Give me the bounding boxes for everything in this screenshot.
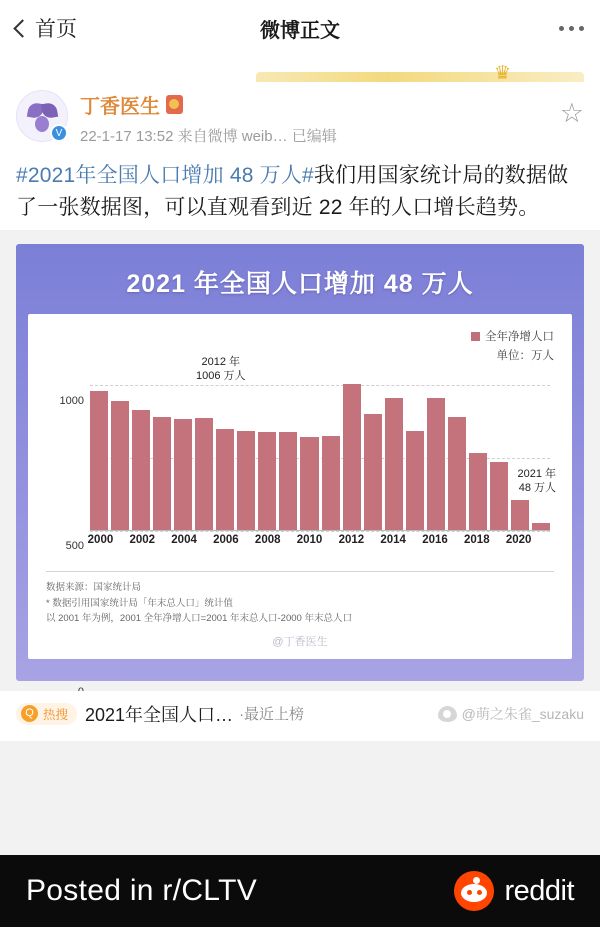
bar [195, 418, 213, 530]
legend-series-label: 全年净增人口 [485, 330, 554, 343]
back-button[interactable] [16, 13, 77, 43]
annotation-2021-line2: 48 万人 [518, 482, 556, 495]
x-axis [87, 533, 550, 556]
bar-series [90, 371, 550, 530]
bar [153, 417, 171, 530]
post-container [0, 56, 600, 230]
verified-badge-icon: V [50, 124, 68, 142]
bar [322, 436, 340, 530]
bar [174, 419, 192, 530]
avatar-leaf [35, 116, 49, 132]
spacer [0, 741, 600, 813]
hot-search-text[interactable]: 2021年全国人口… [85, 704, 234, 725]
y-axis-tick: 1000 [59, 394, 84, 407]
weibo-eye-icon [438, 706, 457, 722]
bar [448, 417, 466, 530]
star-icon[interactable]: ☆ [559, 98, 584, 128]
x-axis-tick: 2020 [505, 533, 532, 546]
back-label: 首页 [35, 18, 77, 41]
bar [216, 429, 234, 530]
hot-search-sub: ·最近上榜 [239, 706, 305, 724]
dot [569, 26, 574, 31]
hot-search-row[interactable] [0, 691, 600, 741]
x-axis-tick: 2004 [171, 533, 197, 546]
bar [343, 384, 361, 530]
x-axis-tick: 2000 [87, 533, 114, 546]
bar [469, 453, 487, 530]
bar [364, 414, 382, 530]
chart-image-card[interactable] [16, 244, 584, 681]
x-axis-tick: 2016 [422, 533, 448, 546]
hot-search-tag[interactable] [16, 703, 77, 725]
bar [427, 398, 445, 530]
medal-icon [166, 95, 183, 114]
chart-title: 2021 年全国人口增加 48 万人 [126, 269, 474, 298]
more-dots-icon[interactable] [559, 26, 584, 31]
annotation-2012-line2: 1006 万人 [196, 370, 246, 383]
gold-banner [256, 72, 584, 82]
reddit-wordmark: reddit [504, 874, 574, 907]
flame-icon: Q [21, 705, 38, 722]
bar [511, 500, 529, 530]
topic-link[interactable]: #2021年全国人口增加 48 万人# [16, 164, 314, 187]
bar [490, 462, 508, 530]
x-axis-tick: 2014 [380, 533, 406, 546]
page-title: 微博正文 [260, 19, 340, 42]
x-axis-tick: 2008 [254, 533, 281, 546]
user-watermark [438, 704, 584, 724]
x-axis-tick: 2006 [213, 533, 239, 546]
reddit-banner [0, 855, 600, 927]
annotation-2012-line1: 2012 年 [201, 355, 241, 368]
x-axis-tick: 2002 [129, 533, 156, 546]
dot [559, 26, 564, 31]
footnote: 数据来源：国家统计局 [46, 581, 142, 593]
footnote: 以 2001 年为例，2001 全年净增人口=2001 年末总人口-2000 年末总人口 [46, 613, 352, 625]
chart-footnotes [46, 571, 554, 627]
chart-legend [46, 328, 554, 367]
footnote: * 数据引用国家统计局「年末总人口」统计值 [46, 597, 233, 609]
author-meta [80, 90, 560, 146]
y-axis-tick: 500 [65, 540, 84, 553]
x-axis-tick: 2012 [338, 533, 365, 546]
post-body-text: 我们用国家统计局的数据做了一张数据图，可以直观看到近 22 年的人口增长趋势。 [16, 164, 569, 219]
legend-unit-label: 单位：万人 [496, 350, 554, 363]
bar [532, 523, 550, 530]
chart-watermark: @丁香医生 [272, 635, 328, 648]
annotation-2021-line1: 2021 年 [517, 467, 556, 480]
bar [90, 391, 108, 530]
chart-plot-area [28, 314, 572, 659]
gridline [90, 531, 550, 532]
bar [111, 401, 129, 530]
post-body [16, 160, 584, 224]
hot-search-tag-label: 热搜 [43, 707, 69, 722]
bar [132, 410, 150, 530]
author-name[interactable]: 丁香医生 [80, 96, 160, 118]
reddit-logo-icon [454, 871, 574, 911]
bar [406, 431, 424, 530]
user-watermark-label: @萌之朱雀_suzaku [461, 705, 584, 722]
banner-text: Posted in r/CLTV [26, 874, 258, 907]
x-axis-tick: 2018 [464, 533, 490, 546]
avatar[interactable] [16, 90, 68, 142]
reddit-mark [454, 871, 494, 911]
bar [279, 432, 297, 530]
reddit-head [461, 884, 487, 902]
author-row [16, 86, 584, 146]
bar [258, 432, 276, 530]
dot [579, 26, 584, 31]
crown-icon: ♛ [494, 63, 512, 84]
chevron-left-icon [13, 19, 31, 37]
legend-swatch [471, 332, 480, 341]
nav-bar [0, 0, 600, 56]
bar [300, 437, 318, 530]
reddit-antenna [473, 877, 480, 884]
bar [385, 398, 403, 529]
x-axis-tick: 2010 [296, 533, 323, 546]
bar [237, 431, 255, 530]
post-timestamp: 22-1-17 13:52 来自微博 weib… 已编辑 [80, 128, 337, 145]
member-strip [16, 56, 584, 86]
